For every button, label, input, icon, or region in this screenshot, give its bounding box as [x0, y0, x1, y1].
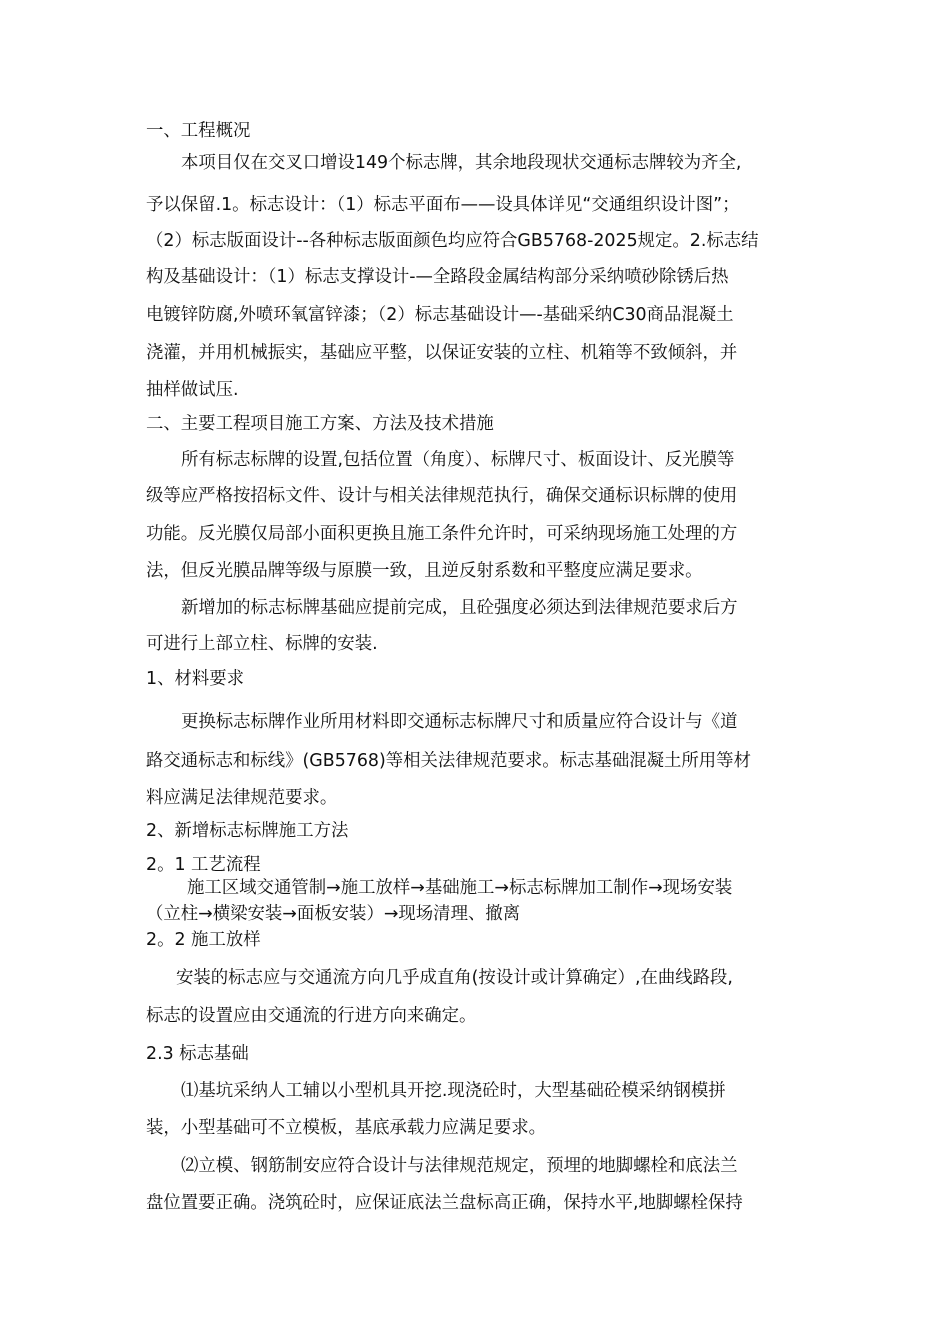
- paragraph-line: 新增加的标志标牌基础应提前完成，且砼强度必须达到法律规范要求后方: [181, 598, 738, 618]
- heading-construction-plan: 二、主要工程项目施工方案、方法及技术措施: [146, 414, 494, 434]
- paragraph-line: 路交通标志和标线》(GB5768)等相关法律规范要求。标志基础混凝土所用等材: [146, 751, 751, 771]
- paragraph-line: （立柱→横梁安装→面板安装）→现场清理、撤离: [146, 904, 521, 924]
- paragraph-line: 浇灌，并用机械振实，基础应平整，以保证安装的立柱、机箱等不致倾斜，并: [146, 343, 738, 363]
- heading-sign-foundation: 2.3 标志基础: [146, 1044, 249, 1064]
- paragraph-line: 本项目仅在交叉口增设149个标志牌，其余地段现状交通标志牌较为齐全,: [181, 153, 742, 173]
- paragraph-line: 盘位置要正确。浇筑砼时，应保证底法兰盘标高正确，保持水平,地脚螺栓保持: [146, 1193, 743, 1213]
- heading-material-requirements: 1、材料要求: [146, 669, 245, 689]
- heading-project-overview: 一、工程概况: [146, 121, 251, 141]
- paragraph-line: 更换标志标牌作业所用材料即交通标志标牌尺寸和质量应符合设计与《道: [181, 712, 738, 732]
- paragraph-line: 级等应严格按招标文件、设计与相关法律规范执行，确保交通标识标牌的使用: [146, 486, 738, 506]
- heading-construction-layout: 2。2 施工放样: [146, 930, 261, 950]
- paragraph-line: 料应满足法律规范要求。: [146, 788, 338, 808]
- paragraph-line: 抽样做试压.: [146, 380, 239, 400]
- paragraph-line: 标志的设置应由交通流的行进方向来确定。: [146, 1006, 477, 1026]
- paragraph-line: ⑵立模、钢筋制安应符合设计与法律规范规定，预埋的地脚螺栓和底法兰: [181, 1156, 738, 1176]
- paragraph-line: （2）标志版面设计--各种标志版面颜色均应符合GB5768-2025规定。2.标志结: [146, 231, 759, 251]
- paragraph-line: ⑴基坑采纳人工辅以小型机具开挖.现浇砼时，大型基础砼模采纳钢模拼: [181, 1081, 726, 1101]
- heading-new-sign-method: 2、新增标志标牌施工方法: [146, 821, 349, 841]
- paragraph-line: 所有标志标牌的设置,包括位置（角度）、标牌尺寸、板面设计、反光膜等: [181, 450, 735, 470]
- paragraph-line: 予以保留.1。标志设计：（1）标志平面布——设具体详见“交通组织设计图”；: [146, 195, 740, 215]
- paragraph-line: 可进行上部立柱、标牌的安装.: [146, 634, 378, 654]
- paragraph-line: 功能。反光膜仅局部小面积更换且施工条件允许时，可采纳现场施工处理的方: [146, 524, 738, 544]
- paragraph-line: 法，但反光膜品牌等级与原膜一致，且逆反射系数和平整度应满足要求。: [146, 561, 703, 581]
- paragraph-line: 施工区域交通管制→施工放样→基础施工→标志标牌加工制作→现场安装: [187, 878, 733, 898]
- paragraph-line: 构及基础设计：（1）标志支撑设计-—全路段金属结构部分采纳喷砂除锈后热: [146, 267, 729, 287]
- paragraph-line: 电镀锌防腐,外喷环氧富锌漆；（2）标志基础设计—-基础采纳C30商品混凝土: [146, 305, 734, 325]
- heading-process-flow: 2。1 工艺流程: [146, 855, 261, 875]
- paragraph-line: 装，小型基础可不立模板，基底承载力应满足要求。: [146, 1118, 546, 1138]
- paragraph-line: 安装的标志应与交通流方向几乎成直角(按设计或计算确定）,在曲线路段,: [176, 968, 733, 988]
